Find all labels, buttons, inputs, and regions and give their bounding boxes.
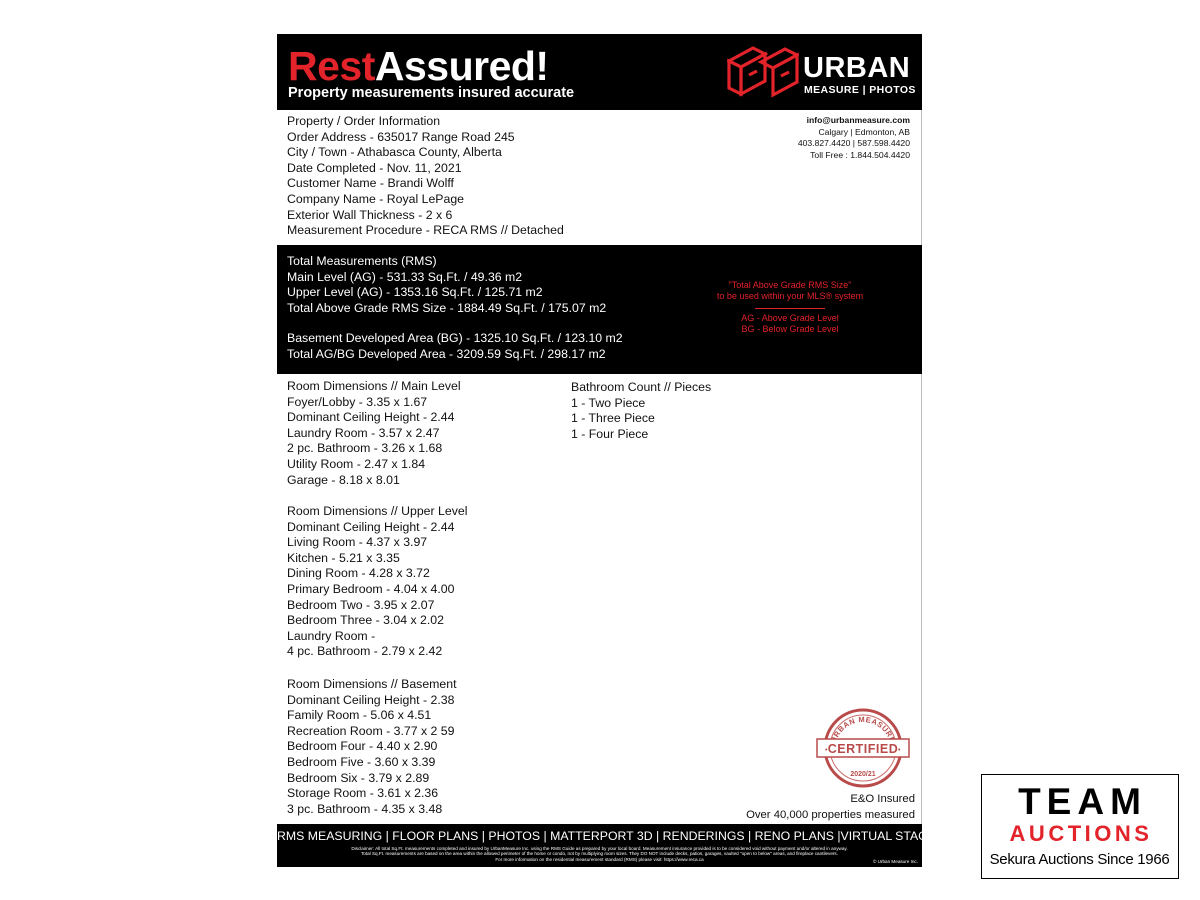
certified-seal-icon: [815, 706, 911, 790]
room-line: Foyer/Lobby - 3.35 x 1.67: [287, 394, 428, 409]
contact-info: [798, 115, 910, 161]
seal-bottom-text: 2020/21: [850, 771, 876, 778]
room-line: Dominant Ceiling Height - 2.38: [287, 692, 455, 707]
disclaimer-line: Total Sq.Ft. measurements are based on the area within the allowed perimeter of the home or condo, not by multiplying room sizes. They DO NOT include decks, patios, garages, vaulted "open to below" areas, and fireplace cantilevers.: [360, 851, 838, 857]
room-line: 3 pc. Bathroom - 4.35 x 3.48: [287, 801, 443, 816]
measurement-line: Basement Developed Area (BG) - 1325.10 Sq.Ft. / 123.10 m2: [287, 331, 623, 345]
measurement-line: Total Above Grade RMS Size - 1884.49 Sq.Ft. / 175.07 m2: [287, 300, 607, 315]
total-measurements: [287, 254, 606, 316]
grade-level-legend: [695, 313, 885, 334]
contact-cities: Calgary | Edmonton, AB: [818, 126, 910, 137]
seal-star-left-icon: •: [825, 747, 828, 754]
contact-toll-free: Toll Free : 1.844.504.4420: [810, 149, 910, 160]
insurance-note: [746, 792, 915, 823]
room-line: Family Room - 5.06 x 4.51: [287, 708, 432, 723]
room-heading: Room Dimensions // Main Level: [287, 379, 461, 393]
room-line: Recreation Room - 3.77 x 2 59: [287, 723, 455, 738]
bathroom-count: [571, 380, 711, 442]
services-list: RMS MEASURING | FLOOR PLANS | PHOTOS | MATTERPORT 3D | RENDERINGS | RENO PLANS |VIRTUAL STAGING: [277, 829, 950, 843]
mls-size-note: [695, 280, 885, 301]
room-line: Living Room - 4.37 x 3.97: [287, 535, 428, 550]
bathroom-line: 1 - Three Piece: [571, 411, 655, 426]
note-divider: [755, 308, 825, 309]
room-line: Primary Bedroom - 4.04 x 4.00: [287, 581, 455, 596]
room-line: 4 pc. Bathroom - 2.79 x 2.42: [287, 644, 443, 659]
room-line: Bedroom Six - 3.79 x 2.89: [287, 770, 430, 785]
order-line: Measurement Procedure - RECA RMS // Detached: [287, 223, 564, 238]
bathroom-heading: Bathroom Count // Pieces: [571, 380, 712, 394]
order-line: Order Address - 635017 Range Road 245: [287, 129, 515, 144]
disclaimer-line: For more information on the residential measurement standard (RMS) please visit: https://www.reca.ca: [495, 856, 704, 862]
room-line: Dominant Ceiling Height - 2.44: [287, 410, 455, 425]
room-line: Dining Room - 4.28 x 3.72: [287, 566, 430, 581]
contact-phones: 403.827.4420 | 587.598.4420: [797, 138, 910, 149]
seal-top-text: RBAN MEASUR: [831, 714, 895, 740]
order-line: Customer Name - Brandi Wolff: [287, 176, 454, 191]
room-line: Kitchen - 5.21 x 3.35: [287, 550, 400, 565]
room-line: Laundry Room -: [287, 628, 376, 643]
room-line: Utility Room - 2.47 x 1.84: [287, 456, 426, 471]
logo-wordmark: URBAN: [803, 52, 911, 84]
disclaimer-line: Disclaimer: All total Sq.Ft. measurements completed and insured by UrbanMeasure Inc. using the RMS Guide as prepared by your local board. Measurement insurance provided is to be considered void without payment and/or altered in anyway.: [351, 846, 848, 851]
bathroom-line: 1 - Four Piece: [571, 426, 649, 441]
logo-subtitle: MEASURE | PHOTOS: [804, 84, 916, 96]
brand-title-assured: Assured!: [374, 43, 549, 89]
disclaimer: [281, 846, 918, 862]
rooms-basement: [287, 677, 457, 817]
brand-title: [288, 43, 549, 89]
room-line: Bedroom Four - 4.40 x 2.90: [287, 739, 438, 754]
auctions-wordmark: AUCTIONS: [1009, 821, 1153, 846]
room-line: Dominant Ceiling Height - 2.44: [287, 519, 455, 534]
room-line: Bedroom Three - 3.04 x 2.02: [287, 613, 444, 628]
team-auctions-logo: [981, 774, 1179, 879]
brand-title-rest: Rest: [288, 43, 375, 89]
measurement-line: Main Level (AG) - 531.33 Sq.Ft. / 49.36 m2: [287, 269, 523, 284]
order-line: Exterior Wall Thickness - 2 x 6: [287, 207, 453, 222]
order-information: [287, 114, 564, 239]
seal-center-text: CERTIFIED: [827, 742, 899, 756]
order-line: Company Name - Royal LePage: [287, 191, 465, 206]
room-line: Storage Room - 3.61 x 2.36: [287, 786, 439, 801]
team-tagline: Sekura Auctions Since 1966: [989, 851, 1170, 868]
seal-star-right-icon: •: [898, 747, 901, 754]
sheet-header: [277, 34, 922, 110]
order-line: City / Town - Athabasca County, Alberta: [287, 145, 502, 160]
brand-tagline: Property measurements insured accurate: [288, 85, 575, 101]
measurement-line: Total AG/BG Developed Area - 3209.59 Sq.Ft. / 298.17 m2: [287, 346, 606, 361]
insurance-line: Over 40,000 properties measured: [746, 808, 915, 821]
order-line: Property / Order Information: [287, 114, 441, 128]
rooms-upper-level: [287, 504, 467, 660]
room-line: Bedroom Five - 3.60 x 3.39: [287, 754, 436, 769]
sheet-footer: [277, 824, 950, 867]
urban-logo-icon: [727, 45, 799, 99]
rooms-main-level: [287, 379, 461, 488]
room-heading: Room Dimensions // Basement: [287, 677, 457, 691]
note-line: BG - Below Grade Level: [741, 323, 839, 334]
order-line: Date Completed - Nov. 11, 2021: [287, 160, 462, 175]
measurement-line: Total Measurements (RMS): [287, 254, 437, 268]
room-line: Bedroom Two - 3.95 x 2.07: [287, 597, 435, 612]
insurance-line: E&O Insured: [850, 793, 915, 805]
team-wordmark: TEAM: [1018, 781, 1147, 822]
measurements-band: [277, 245, 922, 374]
measurement-sheet: [277, 34, 950, 867]
copyright: © Urban Measure Inc.: [872, 859, 918, 864]
room-line: Garage - 8.18 x 8.01: [287, 472, 400, 487]
room-line: 2 pc. Bathroom - 3.26 x 1.68: [287, 441, 443, 456]
developed-area-measurements: [287, 331, 623, 362]
note-line: AG - Above Grade Level: [741, 313, 839, 323]
bathroom-line: 1 - Two Piece: [571, 395, 646, 410]
room-line: Laundry Room - 3.57 x 2.47: [287, 425, 440, 440]
measurement-line: Upper Level (AG) - 1353.16 Sq.Ft. / 125.71 m2: [287, 285, 543, 300]
contact-email: info@urbanmeasure.com: [806, 115, 910, 125]
room-heading: Room Dimensions // Upper Level: [287, 504, 468, 518]
note-line: to be used within your MLS® system: [716, 290, 864, 301]
note-line: "Total Above Grade RMS Size": [728, 280, 852, 290]
